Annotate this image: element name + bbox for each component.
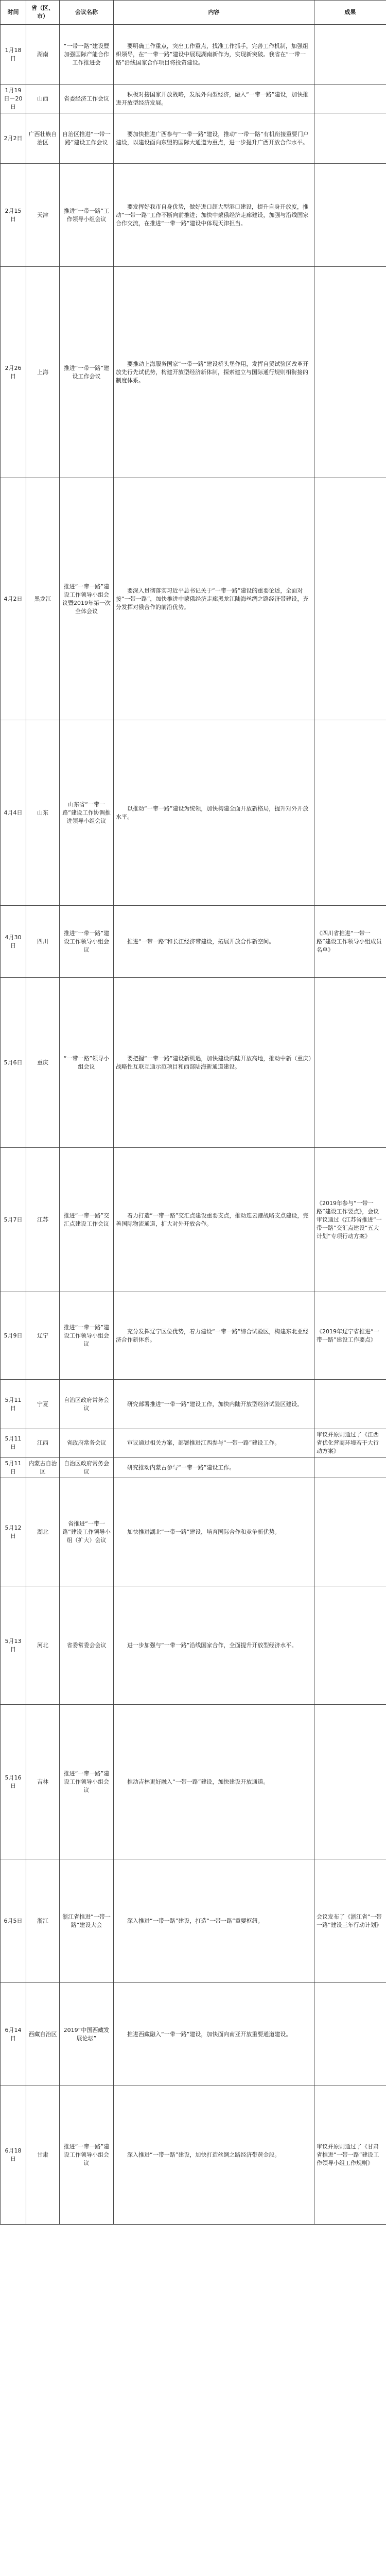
row-meeting-name: 推进“一带一路”工作领导小组会议 [60,164,114,267]
row-meeting-name: 省政府常务会议 [60,1429,114,1458]
row-result: 会议发布了《浙江省“一带一路”建设三年行动计划》 [314,1859,386,1983]
row-province: 天津 [26,164,60,267]
row-date: 1月19日－20日 [1,84,26,113]
row-result [314,164,386,267]
table-row [1,25,386,84]
row-result [314,1983,386,2086]
row-result [314,478,386,720]
row-date: 6月18日 [1,2086,26,2225]
row-province: 宁夏 [26,1380,60,1429]
row-province: 江苏 [26,1148,60,1292]
table-row [1,2086,386,2225]
row-content: 推进西藏融入“一带一路”建设，加快面向南亚开放重要通道建设。 [114,1983,314,2086]
row-province: 浙江 [26,1859,60,1983]
row-result [314,1380,386,1429]
table-body [1,25,386,2225]
table-row [1,1292,386,1380]
row-province: 上海 [26,267,60,478]
row-result: 审议并原则通过了《江西省优化营商环境若干大行动方案》 [314,1429,386,1458]
row-content: 深入推进“一带一路”建设，加快打造丝绸之路经济带黄金段。 [114,2086,314,2225]
row-meeting-name: “一带一路”建设暨加强国际产能合作工作推进会 [60,25,114,84]
row-date: 2月15日 [1,164,26,267]
row-province: 湖北 [26,1478,60,1586]
row-result [314,267,386,478]
row-date: 5月11日 [1,1429,26,1458]
row-province: 山西 [26,84,60,113]
row-meeting-name: 自治区政府常务会议 [60,1380,114,1429]
row-date: 2月2日 [1,113,26,164]
table-row [1,84,386,113]
row-meeting-name: 2019“中国西藏发展论坛” [60,1983,114,2086]
header-date: 时间 [1,1,26,25]
row-date: 5月16日 [1,1705,26,1859]
row-content: 充分发挥辽宁区位优势，着力建设“一带一路”综合试验区，构建东北亚经济合作新体系。 [114,1292,314,1380]
table-row [1,1983,386,2086]
row-date: 6月5日 [1,1859,26,1983]
row-date: 5月7日 [1,1148,26,1292]
row-meeting-name: 浙江省推进“一带一路”建设大会 [60,1859,114,1983]
header-province: 省（区、市） [26,1,60,25]
row-date: 5月11日 [1,1380,26,1429]
table-header-row [1,1,386,25]
row-content: 要发挥好我市自身优势，做好进口超大型港口建设，提升自身开放度，推动“一带一路”工作不断向前推进；加快中蒙俄经济走廊建设，加强与沿线国家合作交流，在推进“一带一路”建设中体现天津担当。 [114,164,314,267]
row-result: 《2019年辽宁省推进“一带一路”建设工作要点》 [314,1292,386,1380]
row-province: 河北 [26,1586,60,1705]
table-row [1,978,386,1148]
row-result [314,1705,386,1859]
row-result [314,1478,386,1586]
row-content: 推动吉林更好融入“一带一路”建设，加快建设开放通道。 [114,1705,314,1859]
row-meeting-name: 自治区政府常务会议 [60,1458,114,1478]
row-province: 四川 [26,906,60,978]
table-row [1,164,386,267]
table-row [1,1586,386,1705]
header-meeting: 会议名称 [60,1,114,25]
row-content: 要深入贯彻落实习近平总书记关于“一带一路”建设的重要论述，全面对接“一带一路”，加快推进中蒙俄经济走廊黑龙江陆海丝绸之路经济带建设，充分发挥对俄合作的前沿优势。 [114,478,314,720]
row-meeting-name: 推进“一带一路”交汇点建设工作会议 [60,1148,114,1292]
row-meeting-name: 自治区推进“一带一路”建设工作会议 [60,113,114,164]
row-date: 5月11日 [1,1458,26,1478]
row-date: 4月4日 [1,720,26,906]
row-date: 1月18日 [1,25,26,84]
row-province: 吉林 [26,1705,60,1859]
row-province: 山东 [26,720,60,906]
table-row [1,267,386,478]
row-result [314,84,386,113]
row-meeting-name: 推进“一带一路”建设工作领导小组会议 [60,1292,114,1380]
row-content: 研究推动内蒙古参与“一带一路”建设工作。 [114,1458,314,1478]
row-content: 深入推进“一带一路”建设，打造“一带一路”重要枢纽。 [114,1859,314,1983]
row-meeting-name: 推进“一带一路”建设工作领导小组会议暨2019年第一次全体会议 [60,478,114,720]
row-content: 以推动“一带一路”建设为统领，加快构建全面开放新格局，提升对外开放水平。 [114,720,314,906]
row-content: 积极对接国家开放战略，发展外向型经济，融入“一带一路”建设，加快推进开放型经济发展。 [114,84,314,113]
row-date: 4月30日 [1,906,26,978]
table-row [1,720,386,906]
row-content: 要把握“一带一路”建设新机遇，加快建设内陆开放高地，推动中新（重庆）战略性互联互通示范项目和西部陆海新通道建设。 [114,978,314,1148]
row-result [314,978,386,1148]
row-meeting-name: 省委常委会会议 [60,1586,114,1705]
header-result: 成果 [314,1,386,25]
row-province: 重庆 [26,978,60,1148]
row-date: 4月2日 [1,478,26,720]
row-meeting-name: 推进“一带一路”建设工作会议 [60,267,114,478]
row-content: 加快推进湖北“一带一路”建设，培育国际合作和竞争新优势。 [114,1478,314,1586]
row-meeting-name: 推进“一带一路”建设工作领导小组会议 [60,906,114,978]
row-content: 要推动上海服务国家“一带一路”建设桥头堡作用，发挥自贸试验区改革开放先行先试优势，构建开放型经济新体制，探索建立与国际通行规则相衔接的制度体系。 [114,267,314,478]
row-result [314,1458,386,1478]
row-meeting-name: 推进“一带一路”建设工作领导小组会议 [60,1705,114,1859]
row-result: 《2019年参与“一带一路”建设工作要点》，会议审议通过《江苏省推进“一带一路”交汇点建设“五大计划”专项行动方案》 [314,1148,386,1292]
row-meeting-name: 省委经济工作会议 [60,84,114,113]
row-result: 审议并原则通过了《甘肃省推进“一带一路”建设工作领导小组工作规则》 [314,2086,386,2225]
row-content: 审议通过相关方案，部署推进江西参与“一带一路”建设工作。 [114,1429,314,1458]
row-date: 5月9日 [1,1292,26,1380]
row-province: 江西 [26,1429,60,1458]
row-result: 《四川省推进“一带一路”建设工作领导小组成员名单》 [314,906,386,978]
table-row [1,478,386,720]
row-result [314,113,386,164]
table-row [1,1859,386,1983]
table-row [1,1148,386,1292]
row-result [314,720,386,906]
row-content: 研究部署推进“一带一路”建设工作，加快内陆开放型经济试验区建设。 [114,1380,314,1429]
row-date: 5月13日 [1,1586,26,1705]
table-row [1,1478,386,1586]
row-result [314,25,386,84]
table-row [1,1705,386,1859]
row-meeting-name: 省推进“一带一路”建设工作领导小组（扩大）会议 [60,1478,114,1586]
row-meeting-name: “一带一路”领导小组会议 [60,978,114,1148]
row-province: 西藏自治区 [26,1983,60,2086]
row-province: 黑龙江 [26,478,60,720]
row-province: 内蒙古自治区 [26,1458,60,1478]
row-content: 推进“一带一路”和长江经济带建设，拓展开放合作新空间。 [114,906,314,978]
row-date: 2月26日 [1,267,26,478]
table-row [1,1458,386,1478]
row-province: 辽宁 [26,1292,60,1380]
row-province: 广西壮族自治区 [26,113,60,164]
row-date: 5月12日 [1,1478,26,1586]
row-province: 湖南 [26,25,60,84]
row-date: 6月14日 [1,1983,26,2086]
table-row [1,113,386,164]
row-content: 要明确工作重点，突出工作重点，找准工作抓手，完善工作机制，加强组织领导，在“一带一路”建设中展现湖南新作为，实现新突破。我省在“一带一路”沿线国家合作项目将投资建设。 [114,25,314,84]
row-province: 甘肃 [26,2086,60,2225]
row-meeting-name: 推进“一带一路”建设工作领导小组会议 [60,2086,114,2225]
row-content: 要加快推进广西参与“一带一路”建设，推动“一带一路”有机衔接重要门户建设，以建设面向东盟的国际大通道为重点，进一步提升广西开放合作水平。 [114,113,314,164]
row-result [314,1586,386,1705]
row-meeting-name: 山东省“一带一路”建设工作协调推进领导小组会议 [60,720,114,906]
table-row [1,906,386,978]
table-row [1,1429,386,1458]
row-content: 着力打造“一带一路”交汇点建设重要支点，推动连云港战略支点建设，完善国际物流通道，扩大对外开放合作。 [114,1148,314,1292]
table-row [1,1380,386,1429]
row-date: 5月6日 [1,978,26,1148]
header-content: 内容 [114,1,314,25]
row-content: 进一步加强与“一带一路”沿线国家合作，全面提升开放型经济水平。 [114,1586,314,1705]
